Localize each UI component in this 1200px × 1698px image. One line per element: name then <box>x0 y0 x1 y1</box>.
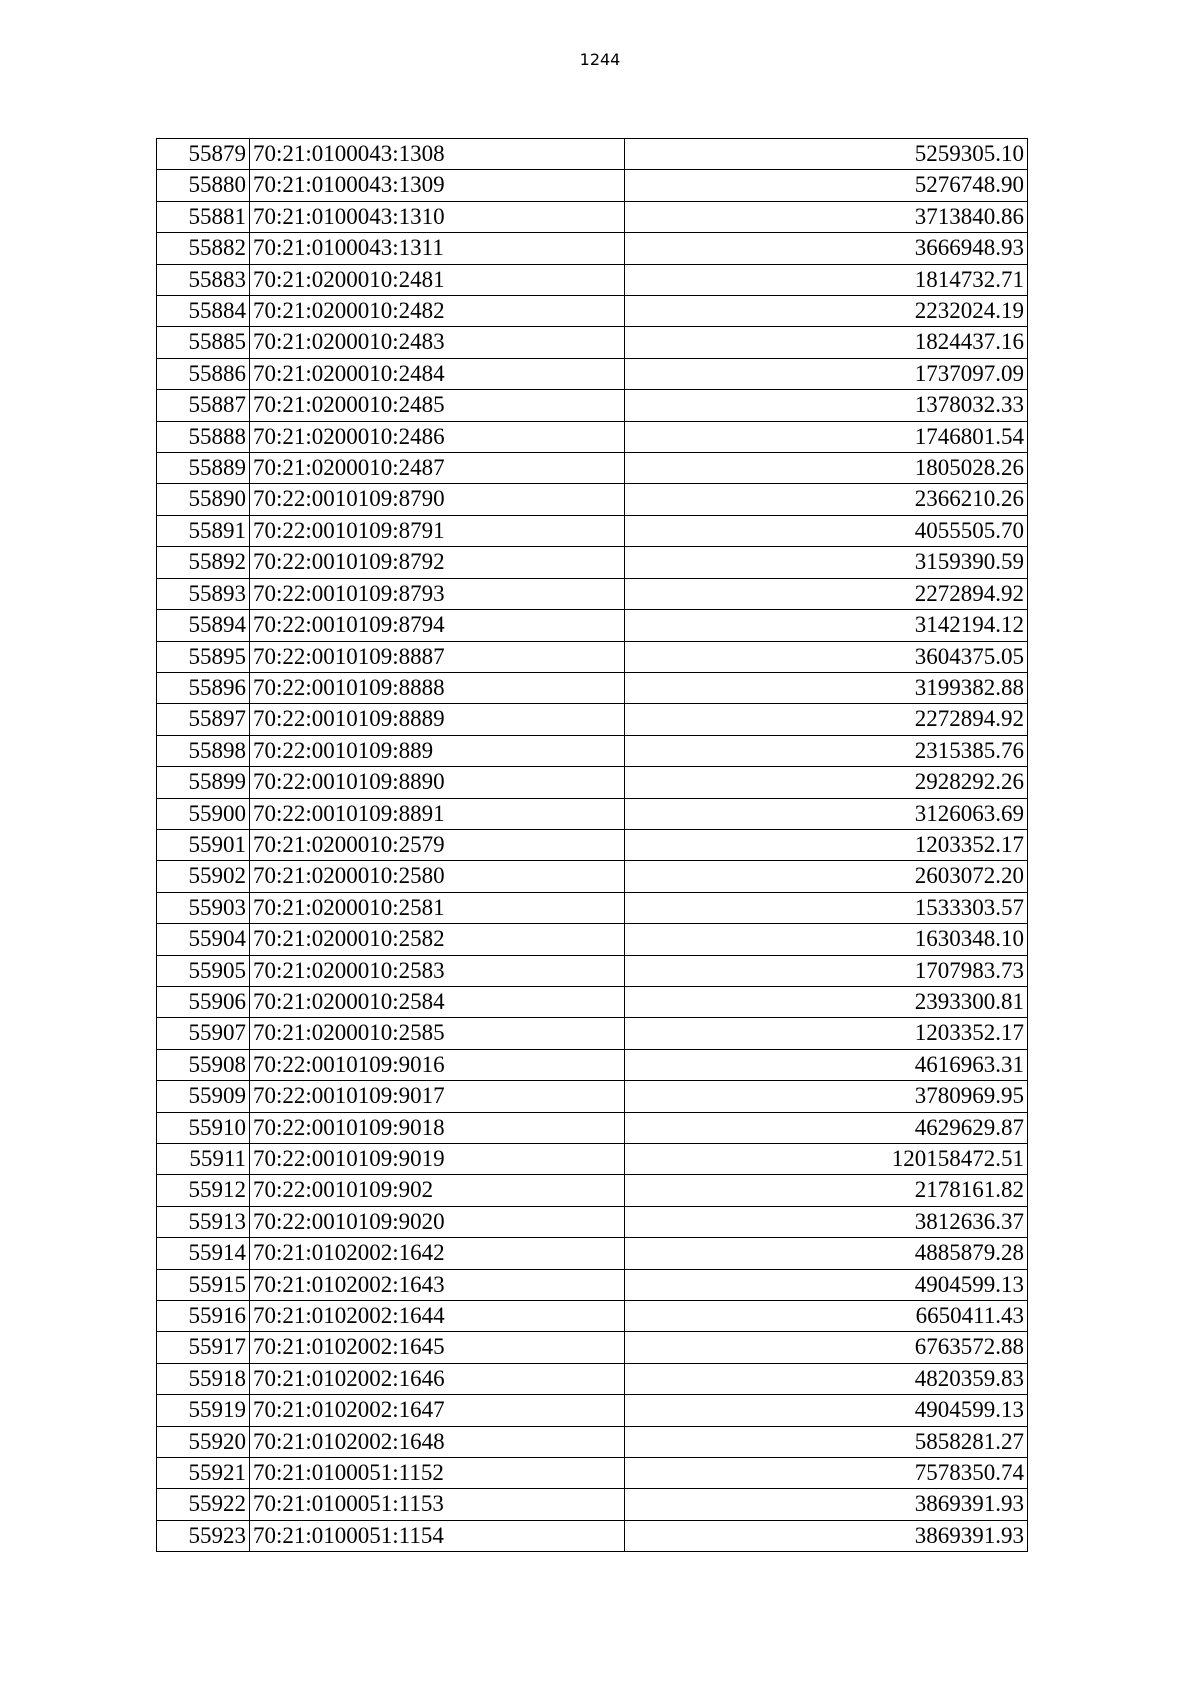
row-number-cell: 55883 <box>157 264 250 295</box>
cadastral-number-cell: 70:21:0100051:1153 <box>250 1489 625 1520</box>
cadastral-number-cell: 70:22:0010109:8888 <box>250 672 625 703</box>
row-number-cell: 55917 <box>157 1332 250 1363</box>
table-row <box>157 1238 1028 1269</box>
cadastral-number-cell: 70:22:0010109:8794 <box>250 610 625 641</box>
cadastral-number-cell: 70:21:0100051:1154 <box>250 1520 625 1551</box>
table-row <box>157 1332 1028 1363</box>
table-body <box>157 139 1028 1552</box>
cadastral-value-cell: 1203352.17 <box>625 1018 1028 1049</box>
cadastral-value-cell: 3126063.69 <box>625 798 1028 829</box>
table-row <box>157 1395 1028 1426</box>
row-number-cell: 55915 <box>157 1269 250 1300</box>
cadastral-number-cell: 70:21:0102002:1642 <box>250 1238 625 1269</box>
cadastral-value-cell: 3869391.93 <box>625 1489 1028 1520</box>
row-number-cell: 55921 <box>157 1458 250 1489</box>
table-row <box>157 1426 1028 1457</box>
table-row <box>157 704 1028 735</box>
row-number-cell: 55910 <box>157 1112 250 1143</box>
cadastral-value-cell: 3780969.95 <box>625 1081 1028 1112</box>
table-row <box>157 358 1028 389</box>
row-number-cell: 55894 <box>157 610 250 641</box>
cadastral-value-cell: 1533303.57 <box>625 892 1028 923</box>
cadastral-number-cell: 70:22:0010109:889 <box>250 735 625 766</box>
cadastral-number-cell: 70:21:0200010:2481 <box>250 264 625 295</box>
table-row <box>157 767 1028 798</box>
cadastral-number-cell: 70:21:0200010:2487 <box>250 453 625 484</box>
row-number-cell: 55920 <box>157 1426 250 1457</box>
cadastral-value-cell: 1378032.33 <box>625 390 1028 421</box>
cadastral-number-cell: 70:22:0010109:8792 <box>250 547 625 578</box>
cadastral-number-cell: 70:21:0200010:2483 <box>250 327 625 358</box>
row-number-cell: 55914 <box>157 1238 250 1269</box>
cadastral-number-cell: 70:22:0010109:8791 <box>250 515 625 546</box>
table-row <box>157 1489 1028 1520</box>
table-row <box>157 986 1028 1017</box>
cadastral-value-cell: 2272894.92 <box>625 578 1028 609</box>
row-number-cell: 55880 <box>157 170 250 201</box>
row-number-cell: 55896 <box>157 672 250 703</box>
cadastral-number-cell: 70:21:0100043:1308 <box>250 139 625 170</box>
cadastral-number-cell: 70:21:0102002:1643 <box>250 1269 625 1300</box>
table-row <box>157 1363 1028 1394</box>
page-number: 1244 <box>579 50 621 69</box>
cadastral-number-cell: 70:21:0100043:1309 <box>250 170 625 201</box>
cadastral-number-cell: 70:22:0010109:9017 <box>250 1081 625 1112</box>
table-row <box>157 139 1028 170</box>
cadastral-number-cell: 70:22:0010109:8889 <box>250 704 625 735</box>
row-number-cell: 55893 <box>157 578 250 609</box>
cadastral-value-cell: 6650411.43 <box>625 1301 1028 1332</box>
row-number-cell: 55922 <box>157 1489 250 1520</box>
cadastral-value-cell: 1203352.17 <box>625 829 1028 860</box>
cadastral-number-cell: 70:22:0010109:9016 <box>250 1049 625 1080</box>
cadastral-number-cell: 70:21:0102002:1645 <box>250 1332 625 1363</box>
row-number-cell: 55882 <box>157 233 250 264</box>
row-number-cell: 55909 <box>157 1081 250 1112</box>
cadastral-value-cell: 2393300.81 <box>625 986 1028 1017</box>
cadastral-value-cell: 2366210.26 <box>625 484 1028 515</box>
row-number-cell: 55892 <box>157 547 250 578</box>
row-number-cell: 55923 <box>157 1520 250 1551</box>
cadastral-number-cell: 70:22:0010109:9019 <box>250 1144 625 1175</box>
table-row <box>157 1269 1028 1300</box>
row-number-cell: 55900 <box>157 798 250 829</box>
cadastral-number-cell: 70:21:0102002:1646 <box>250 1363 625 1394</box>
table-row <box>157 1144 1028 1175</box>
row-number-cell: 55891 <box>157 515 250 546</box>
row-number-cell: 55901 <box>157 829 250 860</box>
table-row <box>157 861 1028 892</box>
row-number-cell: 55911 <box>157 1144 250 1175</box>
cadastral-value-cell: 2603072.20 <box>625 861 1028 892</box>
cadastral-value-cell: 1746801.54 <box>625 421 1028 452</box>
table-row <box>157 1112 1028 1143</box>
table-row <box>157 578 1028 609</box>
cadastral-value-cell: 2232024.19 <box>625 296 1028 327</box>
row-number-cell: 55919 <box>157 1395 250 1426</box>
cadastral-number-cell: 70:21:0100043:1310 <box>250 201 625 232</box>
row-number-cell: 55895 <box>157 641 250 672</box>
cadastral-number-cell: 70:21:0200010:2485 <box>250 390 625 421</box>
row-number-cell: 55908 <box>157 1049 250 1080</box>
cadastral-value-cell: 3159390.59 <box>625 547 1028 578</box>
row-number-cell: 55902 <box>157 861 250 892</box>
table-row <box>157 924 1028 955</box>
table-row <box>157 170 1028 201</box>
cadastral-value-cell: 1814732.71 <box>625 264 1028 295</box>
table-row <box>157 1520 1028 1551</box>
cadastral-number-cell: 70:21:0200010:2581 <box>250 892 625 923</box>
row-number-cell: 55907 <box>157 1018 250 1049</box>
cadastral-number-cell: 70:22:0010109:9020 <box>250 1206 625 1237</box>
cadastral-value-cell: 2928292.26 <box>625 767 1028 798</box>
cadastral-number-cell: 70:21:0200010:2583 <box>250 955 625 986</box>
row-number-cell: 55886 <box>157 358 250 389</box>
row-number-cell: 55888 <box>157 421 250 452</box>
row-number-cell: 55890 <box>157 484 250 515</box>
row-number-cell: 55898 <box>157 735 250 766</box>
row-number-cell: 55904 <box>157 924 250 955</box>
cadastral-value-cell: 3713840.86 <box>625 201 1028 232</box>
row-number-cell: 55889 <box>157 453 250 484</box>
cadastral-value-cell: 6763572.88 <box>625 1332 1028 1363</box>
cadastral-value-cell: 3604375.05 <box>625 641 1028 672</box>
cadastral-value-cell: 2178161.82 <box>625 1175 1028 1206</box>
cadastral-number-cell: 70:21:0102002:1647 <box>250 1395 625 1426</box>
table-row <box>157 453 1028 484</box>
cadastral-value-cell: 4904599.13 <box>625 1269 1028 1300</box>
table-row <box>157 421 1028 452</box>
table-row <box>157 1206 1028 1237</box>
table-row <box>157 610 1028 641</box>
cadastral-value-cell: 4904599.13 <box>625 1395 1028 1426</box>
table-row <box>157 296 1028 327</box>
table-row <box>157 829 1028 860</box>
cadastral-value-cell: 3666948.93 <box>625 233 1028 264</box>
cadastral-value-cell: 5858281.27 <box>625 1426 1028 1457</box>
cadastral-value-cell: 3142194.12 <box>625 610 1028 641</box>
cadastral-value-cell: 1824437.16 <box>625 327 1028 358</box>
row-number-cell: 55884 <box>157 296 250 327</box>
cadastral-number-cell: 70:21:0200010:2580 <box>250 861 625 892</box>
cadastral-number-cell: 70:22:0010109:8793 <box>250 578 625 609</box>
cadastral-number-cell: 70:21:0100043:1311 <box>250 233 625 264</box>
cadastral-value-cell: 4629629.87 <box>625 1112 1028 1143</box>
row-number-cell: 55912 <box>157 1175 250 1206</box>
cadastral-number-cell: 70:22:0010109:8790 <box>250 484 625 515</box>
cadastral-number-cell: 70:22:0010109:8891 <box>250 798 625 829</box>
cadastral-value-cell: 1707983.73 <box>625 955 1028 986</box>
table-row <box>157 1175 1028 1206</box>
cadastral-value-table <box>156 138 1028 1552</box>
row-number-cell: 55887 <box>157 390 250 421</box>
table-row <box>157 641 1028 672</box>
table-row <box>157 390 1028 421</box>
cadastral-value-cell: 2272894.92 <box>625 704 1028 735</box>
cadastral-number-cell: 70:22:0010109:8887 <box>250 641 625 672</box>
table-row <box>157 1458 1028 1489</box>
cadastral-value-cell: 120158472.51 <box>625 1144 1028 1175</box>
cadastral-value-cell: 4616963.31 <box>625 1049 1028 1080</box>
cadastral-number-cell: 70:21:0200010:2584 <box>250 986 625 1017</box>
table-row <box>157 955 1028 986</box>
row-number-cell: 55913 <box>157 1206 250 1237</box>
cadastral-number-cell: 70:21:0102002:1648 <box>250 1426 625 1457</box>
table-row <box>157 264 1028 295</box>
row-number-cell: 55881 <box>157 201 250 232</box>
table-row <box>157 515 1028 546</box>
table-row <box>157 547 1028 578</box>
cadastral-number-cell: 70:21:0200010:2482 <box>250 296 625 327</box>
cadastral-value-cell: 7578350.74 <box>625 1458 1028 1489</box>
table-row <box>157 484 1028 515</box>
row-number-cell: 55903 <box>157 892 250 923</box>
row-number-cell: 55905 <box>157 955 250 986</box>
cadastral-value-cell: 4820359.83 <box>625 1363 1028 1394</box>
table-row <box>157 1081 1028 1112</box>
cadastral-value-cell: 3869391.93 <box>625 1520 1028 1551</box>
cadastral-value-cell: 4055505.70 <box>625 515 1028 546</box>
cadastral-value-cell: 1630348.10 <box>625 924 1028 955</box>
cadastral-number-cell: 70:21:0200010:2582 <box>250 924 625 955</box>
cadastral-number-cell: 70:22:0010109:902 <box>250 1175 625 1206</box>
table-row <box>157 892 1028 923</box>
cadastral-value-cell: 3199382.88 <box>625 672 1028 703</box>
cadastral-value-cell: 2315385.76 <box>625 735 1028 766</box>
table-row <box>157 735 1028 766</box>
table-row <box>157 327 1028 358</box>
row-number-cell: 55899 <box>157 767 250 798</box>
cadastral-number-cell: 70:22:0010109:8890 <box>250 767 625 798</box>
row-number-cell: 55906 <box>157 986 250 1017</box>
cadastral-number-cell: 70:22:0010109:9018 <box>250 1112 625 1143</box>
row-number-cell: 55916 <box>157 1301 250 1332</box>
row-number-cell: 55897 <box>157 704 250 735</box>
table-row <box>157 798 1028 829</box>
cadastral-value-cell: 3812636.37 <box>625 1206 1028 1237</box>
table-row <box>157 1301 1028 1332</box>
table-row <box>157 1049 1028 1080</box>
row-number-cell: 55918 <box>157 1363 250 1394</box>
cadastral-value-cell: 5259305.10 <box>625 139 1028 170</box>
cadastral-number-cell: 70:21:0200010:2579 <box>250 829 625 860</box>
table-row <box>157 1018 1028 1049</box>
row-number-cell: 55885 <box>157 327 250 358</box>
cadastral-value-cell: 1737097.09 <box>625 358 1028 389</box>
cadastral-number-cell: 70:21:0100051:1152 <box>250 1458 625 1489</box>
cadastral-number-cell: 70:21:0200010:2484 <box>250 358 625 389</box>
table-row <box>157 201 1028 232</box>
cadastral-value-cell: 4885879.28 <box>625 1238 1028 1269</box>
cadastral-number-cell: 70:21:0200010:2486 <box>250 421 625 452</box>
row-number-cell: 55879 <box>157 139 250 170</box>
cadastral-value-cell: 5276748.90 <box>625 170 1028 201</box>
cadastral-number-cell: 70:21:0102002:1644 <box>250 1301 625 1332</box>
cadastral-value-cell: 1805028.26 <box>625 453 1028 484</box>
table-row <box>157 672 1028 703</box>
table-row <box>157 233 1028 264</box>
cadastral-number-cell: 70:21:0200010:2585 <box>250 1018 625 1049</box>
